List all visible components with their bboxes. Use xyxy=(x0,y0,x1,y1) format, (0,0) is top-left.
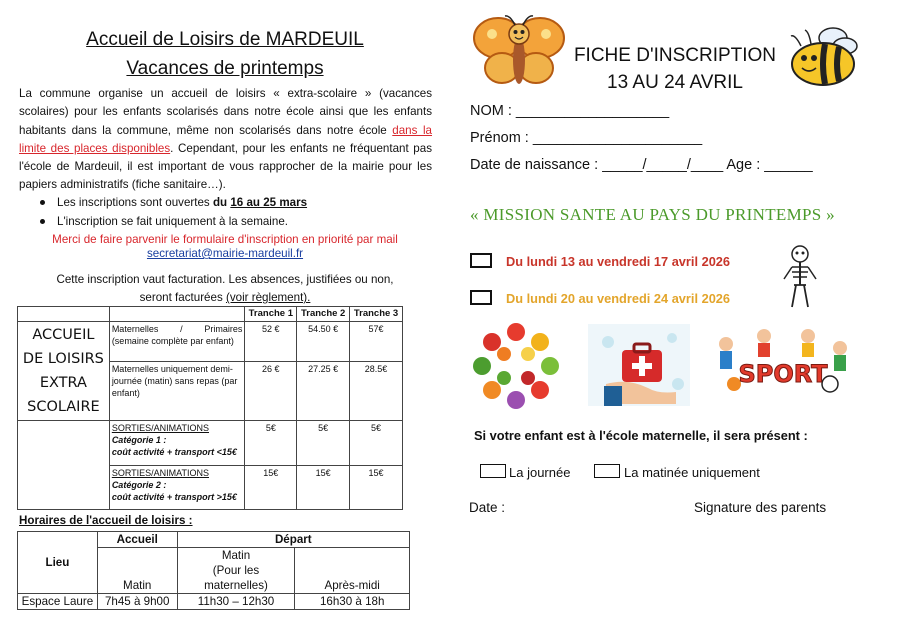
cell: 15€ xyxy=(245,466,297,510)
fiche-title: FICHE D'INSCRIPTION xyxy=(573,45,777,66)
row-label: SORTIES/ANIMATIONS Catégorie 2 : coût activité + transport >15€ xyxy=(109,466,245,510)
cell: 15€ xyxy=(350,466,403,510)
table-row xyxy=(18,466,403,510)
bullet-list xyxy=(40,193,307,231)
butterfly-icon xyxy=(472,12,566,92)
mission-title: « MISSION SANTE AU PAYS DU PRINTEMPS » xyxy=(470,205,835,224)
skeleton-icon xyxy=(780,245,820,311)
header-tranche-2: Tranche 2 xyxy=(297,307,350,322)
cell: 52 € xyxy=(245,322,297,362)
horaires-title: Horaires de l'accueil de loisirs : xyxy=(19,514,193,527)
header-tranche-1: Tranche 1 xyxy=(245,307,297,322)
horaires-table xyxy=(17,531,410,610)
sub-matin: Matin xyxy=(97,548,177,594)
week1-checkbox[interactable] xyxy=(470,253,492,268)
bullet-semaine: L'inscription se fait uniquement à la semaine. xyxy=(40,212,307,231)
tarif-table xyxy=(17,306,403,510)
journee-label: La journée xyxy=(509,465,571,480)
signature-label: Signature des parents xyxy=(694,500,827,515)
row-label: SORTIES/ANIMATIONS Catégorie 1 : coût activité + transport <15€ xyxy=(109,421,245,466)
cell: 54.50 € xyxy=(297,322,350,362)
sport-icon xyxy=(712,326,854,396)
cell: 57€ xyxy=(350,322,403,362)
email-link[interactable]: secretariat@mairie-mardeuil.fr xyxy=(146,247,304,260)
week2-checkbox[interactable] xyxy=(470,290,492,305)
header-depart: Départ xyxy=(177,532,409,548)
header-tranche-3: Tranche 3 xyxy=(350,307,403,322)
billing-line-2: seront facturées (voir règlement). xyxy=(139,291,311,304)
sport-word: SPORT xyxy=(738,360,828,388)
date-label: Date : xyxy=(469,500,506,515)
matinee-checkbox[interactable] xyxy=(594,464,620,478)
bullet-inscriptions: Les inscriptions sont ouvertes du 16 au 25 mars xyxy=(40,193,307,212)
cell: 5€ xyxy=(245,421,297,466)
sub-apres-midi: Après-midi xyxy=(295,548,410,594)
week1-label: Du lundi 13 au vendredi 17 avril 2026 xyxy=(506,254,731,269)
header-accueil: Accueil xyxy=(97,532,177,548)
group-label: ACCUEIL DE LOISIRS EXTRA SCOLAIRE xyxy=(18,322,110,421)
bee-icon xyxy=(785,20,865,100)
healthy-food-icon xyxy=(470,322,562,410)
cell-place: Espace Laure xyxy=(18,594,98,610)
cell: 15€ xyxy=(297,466,350,510)
maternelle-question: Si votre enfant est à l'école maternelle, il sera présent : xyxy=(474,428,808,443)
row-label: Maternelles / Primaires (semaine complète par enfant) xyxy=(109,322,245,362)
naissance-field[interactable]: Date de naissance : _____/_____/____ Age : ______ xyxy=(470,157,813,173)
fiche-dates: 13 AU 24 AVRIL xyxy=(607,72,743,93)
table-row xyxy=(18,532,410,548)
matinee-label: La matinée uniquement xyxy=(624,465,760,480)
tarif-header-row xyxy=(18,307,403,322)
table-row xyxy=(18,322,403,362)
header-lieu: Lieu xyxy=(18,532,98,594)
cell-depart-pm: 16h30 à 18h xyxy=(295,594,410,610)
cell-depart-mat: 11h30 – 12h30 xyxy=(177,594,295,610)
nom-field[interactable]: NOM : ___________________ xyxy=(470,103,670,119)
table-row xyxy=(18,594,410,610)
title-accueil: Accueil de Loisirs de MARDEUIL xyxy=(86,29,364,50)
row-label: Maternelles uniquement demi-journée (matin) sans repas (par enfant) xyxy=(109,362,245,421)
cell: 28.5€ xyxy=(350,362,403,421)
cell: 5€ xyxy=(297,421,350,466)
cell: 26 € xyxy=(245,362,297,421)
cell: 27.25 € xyxy=(297,362,350,421)
week2-label: Du lundi 20 au vendredi 24 avril 2026 xyxy=(506,291,731,306)
first-aid-icon xyxy=(588,324,690,406)
intro-paragraph: La commune organise un accueil de loisirs « extra-scolaire » (vacances scolaires) pour les enfants scolarisés dans notre école ainsi que les enfants habitants dans la commune, même non scolarisés dans notre école dans la limite des places disponibles. Cependant, pour les enfants ne fréquentant pas l'école de Mardeuil, il est important de vous rapprocher de la mairie pour les papiers administratifs (fiche sanitaire…). xyxy=(19,87,433,192)
title-vacances: Vacances de printemps xyxy=(126,58,324,79)
cell-accueil-time: 7h45 à 9h00 xyxy=(97,594,177,610)
prenom-field[interactable]: Prénom : _____________________ xyxy=(470,130,703,146)
sub-matin-maternelles: Matin (Pour les maternelles) xyxy=(177,548,295,594)
journee-checkbox[interactable] xyxy=(480,464,506,478)
cell: 5€ xyxy=(350,421,403,466)
table-row xyxy=(18,421,403,466)
red-note: Merci de faire parvenir le formulaire d'inscription en priorité par mail xyxy=(52,233,398,246)
billing-line-1: Cette inscription vaut facturation. Les absences, justifiées ou non, xyxy=(56,273,394,286)
